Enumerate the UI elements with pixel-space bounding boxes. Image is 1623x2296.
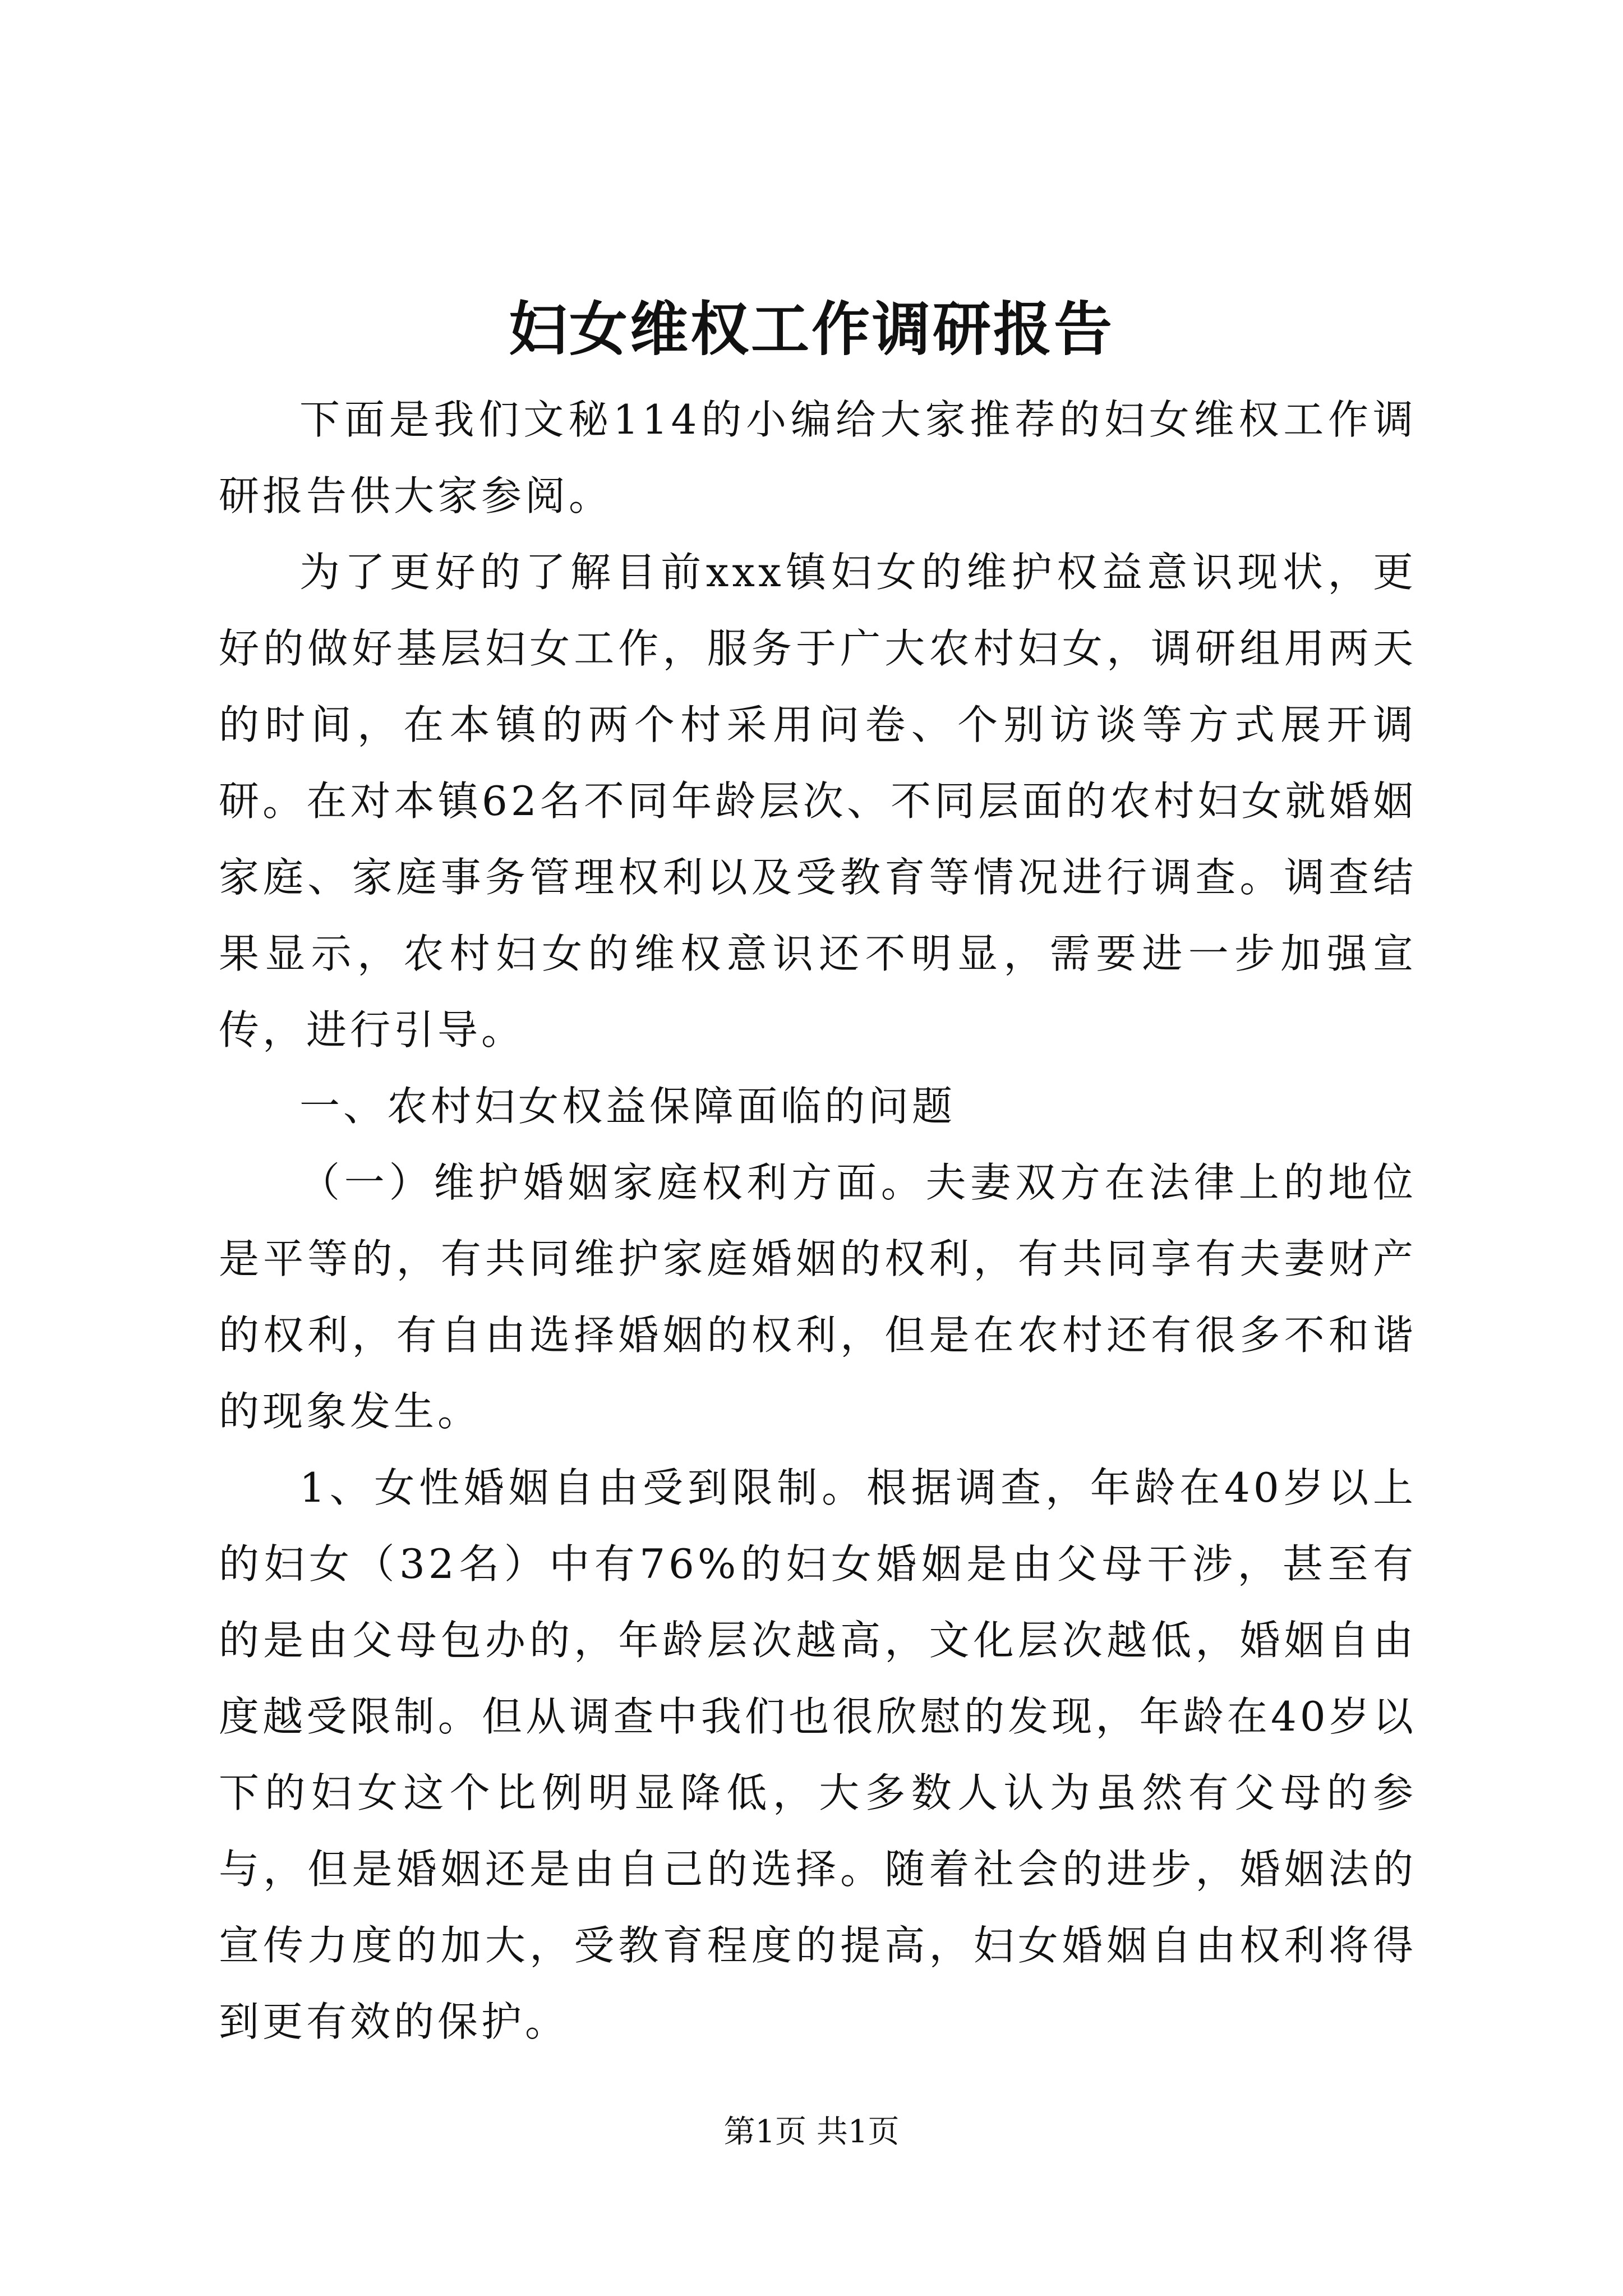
section-heading: 一、农村妇女权益保障面临的问题	[299, 1083, 956, 1130]
paragraph-item-1: 1、女性婚姻自由受到限制。根据调查，年龄在40岁以上的妇女（32名）中有76%的妇女婚姻是由父母干涉，甚至有的是由父母包办的，年龄层次越高，文化层次越低，婚姻自由度越受限制。但从调查中我们也很欣慰的发现，年龄在40岁以下的妇女这个比例明显降低，大多数人认为虽然有父母的参与，但是婚姻还是由自己的选择。随着社会的进步，婚姻法的宣传力度的加大，受教育程度的提高，妇女婚姻自由权利将得到更有效的保护。	[219, 1464, 1417, 2045]
page-footer: 第1页 共1页	[723, 2114, 900, 2150]
document-title: 妇女维权工作调研报告	[508, 295, 1114, 364]
paragraph-background: 为了更好的了解目前xxx镇妇女的维护权益意识现状，更好的做好基层妇女工作，服务于广大农村妇女，调研组用两天的时间，在本镇的两个村采用问卷、个别访谈等方式展开调研。在对本镇62名不同年龄层次、不同层面的农村妇女就婚姻家庭、家庭事务管理权利以及受教育等情况进行调查。调查结果显示，农村妇女的维权意识还不明显，需要进一步加强宣传，进行引导。	[219, 549, 1417, 1053]
paragraph-intro: 下面是我们文秘114的小编给大家推荐的妇女维权工作调研报告供大家参阅。	[219, 396, 1417, 519]
paragraph-subsection-1: （一）维护婚姻家庭权利方面。夫妻双方在法律上的地位是平等的，有共同维护家庭婚姻的权利，有共同享有夫妻财产的权利，有自由选择婚姻的权利，但是在农村还有很多不和谐的现象发生。	[219, 1159, 1417, 1435]
document-body	[219, 381, 1417, 2060]
